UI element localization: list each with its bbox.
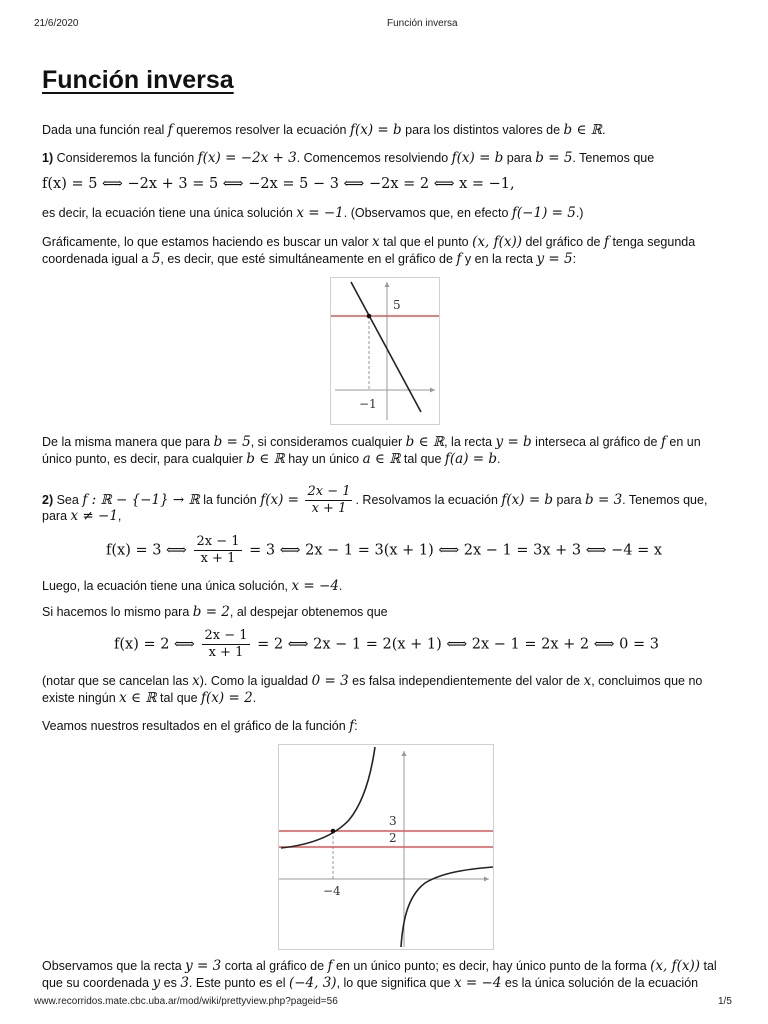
paragraph-graph-intro: Veamos nuestros resultados en el gráfico de la función f: <box>42 718 358 734</box>
paragraph-condition: para x ≠ −1, <box>42 508 122 524</box>
figure-hyperbola-graph <box>278 744 494 950</box>
intersection-point <box>367 314 372 319</box>
paragraph-case-2: 2) Sea f : ℝ − {−1} → ℝ la función f(x) = $\frac{2x - 1}{x + 1}$ . Resolvamos la ecuación f(x) = b para b = 3. Tenemos que, <box>42 484 708 516</box>
paragraph-general-1: De la misma manera que para b = 5, si consideramos cualquier b ∈ ℝ, la recta y = b interseca al gráfico de f en un <box>42 434 701 450</box>
fraction-definition: $\frac{2x - 1}{x + 1}$ <box>307 484 351 516</box>
hyperbola-graph-svg <box>279 745 493 949</box>
equation-3: f(x) = 2 ⟺ $\frac{2x - 1}{x + 1}$ = 2 ⟺ 2x − 1 = 2(x + 1) ⟺ 2x − 1 = 2x + 2 ⟺ 0 = 3 <box>114 628 659 660</box>
fraction-eq3: $\frac{2x - 1}{x + 1}$ <box>204 628 248 660</box>
fraction-eq2: $\frac{2x - 1}{x + 1}$ <box>196 534 240 566</box>
paragraph-solution-2: Luego, la ecuación tiene una única solución, x = −4. <box>42 578 343 594</box>
paragraph-graphic-2: coordenada igual a 5, es decir, que esté simultáneamente en el gráfico de f y en la recta y = 5: <box>42 251 577 267</box>
paragraph-conclusion-2: que su coordenada y es 3. Este punto es el (−4, 3), lo que significa que x = −4 es la única solución de la ecuación <box>42 975 699 991</box>
label-x-minus-1: −1 <box>359 397 377 411</box>
print-date: 21/6/2020 <box>34 18 79 29</box>
paragraph-conclusion-1: Observamos que la recta y = 3 corta al gráfico de f en un único punto; es decir, hay único punto de la forma (x, f(x)) tal <box>42 958 717 974</box>
label-y-3: 3 <box>389 814 397 828</box>
paragraph-note-2: existe ningún x ∈ ℝ tal que f(x) = 2. <box>42 690 257 706</box>
intersection-point <box>331 829 336 834</box>
page-title: Función inversa <box>42 66 234 94</box>
label-x-minus-4: −4 <box>323 884 341 898</box>
paragraph-note-1: (notar que se cancelan las x). Como la igualdad 0 = 3 es falsa independientemente del valor de x, concluimos que no <box>42 673 703 689</box>
paragraph-general-2: único punto, es decir, para cualquier b ∈ ℝ hay un único a ∈ ℝ tal que f(a) = b. <box>42 451 501 467</box>
paragraph-solution-1: es decir, la ecuación tiene una única solución x = −1. (Observamos que, en efecto f(−1) = 5.) <box>42 205 584 221</box>
hyperbola-left-branch <box>281 747 375 848</box>
label-y-5: 5 <box>393 298 401 312</box>
figure-linear-graph <box>330 277 440 425</box>
y-axis-arrow <box>402 751 407 756</box>
footer-url: www.recorridos.mate.cbc.uba.ar/mod/wiki/prettyview.php?pageid=56 <box>34 996 338 1007</box>
function-line <box>351 282 421 412</box>
y-axis-arrow <box>385 282 390 287</box>
print-header-title: Función inversa <box>387 18 458 29</box>
x-axis-arrow <box>430 388 435 393</box>
label-y-2: 2 <box>389 831 397 845</box>
equation-2: f(x) = 3 ⟺ $\frac{2x - 1}{x + 1}$ = 3 ⟺ 2x − 1 = 3(x + 1) ⟺ 2x − 1 = 3x + 3 ⟺ −4 = x <box>106 534 663 566</box>
paragraph-intro: Dada una función real f queremos resolver la ecuación f(x) = b para los distintos valores de b ∈ ℝ. <box>42 122 606 138</box>
linear-graph-svg <box>331 278 439 424</box>
x-axis-arrow <box>484 877 489 882</box>
footer-page-number: 1/5 <box>718 996 732 1007</box>
paragraph-b2: Si hacemos lo mismo para b = 2, al despejar obtenemos que <box>42 604 388 620</box>
equation-1: f(x) = 5 ⟺ −2x + 3 = 5 ⟺ −2x = 5 − 3 ⟺ −2x = 2 ⟺ x = −1, <box>42 176 515 192</box>
paragraph-graphic-1: Gráficamente, lo que estamos haciendo es buscar un valor x tal que el punto (x, f(x)) del gráfico de f tenga segunda <box>42 234 696 250</box>
paragraph-case-1: 1) Consideremos la función f(x) = −2x + 3. Comencemos resolviendo f(x) = b para b = 5. Tenemos que <box>42 150 655 166</box>
